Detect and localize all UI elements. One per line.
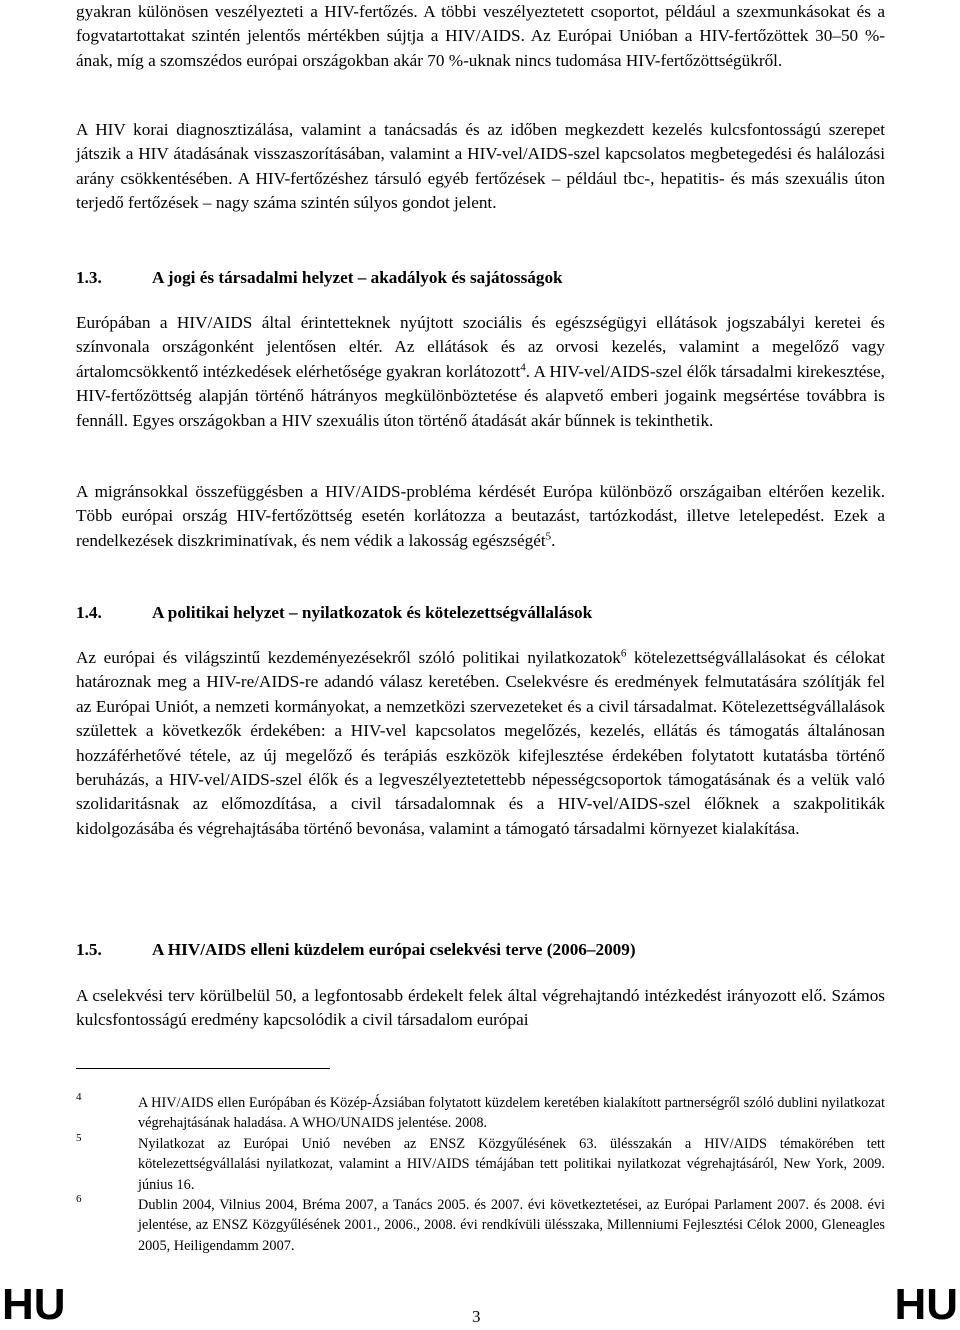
footnote-4: [76, 1093, 885, 1134]
footnote-mark: 5: [76, 1132, 82, 1144]
heading-number: 1.3.: [76, 268, 102, 287]
heading-title: A jogi és társadalmi helyzet – akadályok és sajátosságok: [152, 268, 563, 287]
footnote-text: Dublin 2004, Vilnius 2004, Bréma 2007, a Tanács 2005. és 2007. évi következtetései, az Európai Parlament 2007. és 2008. évi jelentése, az ENSZ Közgyűlésének 2001., 2006., 2008. évi rendkívüli ülésszaka, Millenniumi Fejlesztési Célok 2000, Gleneagles 2005, Heiligendamm 2007.: [138, 1197, 885, 1254]
footnote-ref-5[interactable]: 5: [545, 530, 552, 543]
footnote-text: A HIV/AIDS ellen Európában és Közép-Ázsiában folytatott küzdelem keretében kialakított partnerségről szóló dublini nyilatkozat végrehajtásának haladása. A WHO/UNAIDS jelentése. 2008.: [138, 1095, 885, 1132]
footnote-ref-6[interactable]: 6: [620, 647, 627, 660]
language-code-left: HU: [2, 1280, 66, 1329]
paragraph-migrants: A migránsokkal összefüggésben a HIV/AIDS-probléma kérdését Európa különböző országaiban eltérően kezelik. Több európai ország HIV-fertőzöttség esetén korlátozza a beutazást, tartózkodást, illetve letelepedést. Ezek a rendelkezések diszkriminatívak, és nem védik a lakosság egészségét$^5$.: [76, 482, 885, 550]
heading-number: 1.4.: [76, 603, 102, 622]
footnote-separator: [76, 1068, 330, 1069]
heading-1-5: [76, 938, 636, 962]
footnote-ref-4[interactable]: 4: [520, 361, 526, 374]
footnote-text: Nyilatkozat az Európai Unió nevében az ENSZ Közgyűlésének 63. ülésszakán a HIV/AIDS témakörében tett kötelezettségvállalási nyilatkozat, valamint a HIV/AIDS témájában tett politikai nyilatkozat végrehajtásáról, New York, 2009. június 16.: [138, 1136, 885, 1193]
heading-title: A HIV/AIDS elleni küzdelem európai cselekvési terve (2006–2009): [152, 940, 636, 959]
footnote-mark: 4: [76, 1091, 82, 1103]
page-number: 3: [472, 1307, 481, 1326]
paragraph-early-diagnosis: A HIV korai diagnosztizálása, valamint a tanácsadás és az időben megkezdett kezelés kulcsfontosságú szerepet játszik a HIV átadásának visszaszorításában, valamint a HIV-vel/AIDS-szel kapcsolatos megbetegedési és halálozási arány csökkentésében. A HIV-fertőzéshez társuló egyéb fertőzések – például tbc-, hepatitis- és más szexuális úton terjedő fertőzések – nagy száma szintén súlyos gondot jelent.: [76, 120, 885, 213]
paragraph-political-declarations: Az európai és világszintű kezdeményezésekről szóló politikai nyilatkozatok$^6$ kötelezettségvállalásokat és célokat határoznak meg a HIV-re/AIDS-re adandó válasz keretében. Cselekvésre és eredmények felmutatására szólítják fel az Európai Uniót, a nemzeti kormányokat, a nemzetközi szervezeteket és a civil társadalmat. Kötelezettségvállalások születtek a következők érdekében: a HIV-vel kapcsolatos megelőzés, kezelés, ellátás és támogatás általánosan hozzáférhetővé tétele, az új megelőző és terápiás eszközök kifejlesztése érdekében folytatott kutatásba történő beruházás, a HIV-vel/AIDS-szel élők és a legveszélyeztetettebb népességcsoportok támogatásának és a velük való szolidaritásnak az előmozdítása, a civil társadalomnak és a HIV-vel/AIDS-szel élőknek a szakpolitikák kidolgozásába és végrehajtásába történő bevonása, valamint a támogató társadalmi környezet kialakítása.: [76, 647, 885, 838]
footnote-6: [76, 1195, 885, 1256]
paragraph-legal-social: Európában a HIV/AIDS által érintetteknek nyújtott szociális és egészségügyi ellátások jogszabályi keretei és színvonala országonként jelentősen eltér. Az ellátások és az orvosi kezelés, valamint a megelőző vagy ártalomcsökkentő intézkedések elérhetősége gyakran korlátozott$^4$. A HIV-vel/AIDS-szel élők társadalmi kirekesztése, HIV-fertőzöttség alapján történő hátrányos megkülönböztetése és alapvető emberi jogaink megsértése továbbra is fennáll. Egyes országokban a HIV szexuális úton történő átadását akár bűnnek is tekinthetik.: [76, 313, 885, 430]
footnote-5: [76, 1134, 885, 1195]
heading-number: 1.5.: [76, 940, 102, 959]
paragraph-action-plan: A cselekvési terv körülbelül 50, a legfontosabb érdekelt felek által végrehajtandó intézkedést irányozott elő. Számos kulcsfontosságú eredmény kapcsolódik a civil társadalom európai: [76, 986, 885, 1030]
language-code-right: HU: [894, 1280, 958, 1329]
footnote-mark: 6: [76, 1193, 82, 1205]
paragraph-hiv-risk-groups: gyakran különösen veszélyezteti a HIV-fertőzés. A többi veszélyeztetett csoportot, például a szexmunkásokat és a fogvatartottakat szintén jelentős mértékben sújtja a HIV/AIDS. Az Európai Unióban a HIV-fertőzöttek 30–50 %-ának, míg a szomszédos európai országokban akár 70 %-uknak nincs tudomása HIV-fertőzöttségükről.: [76, 2, 885, 70]
heading-1-3: [76, 266, 563, 290]
heading-1-4: [76, 601, 592, 625]
heading-title: A politikai helyzet – nyilatkozatok és kötelezettségvállalások: [152, 603, 593, 622]
